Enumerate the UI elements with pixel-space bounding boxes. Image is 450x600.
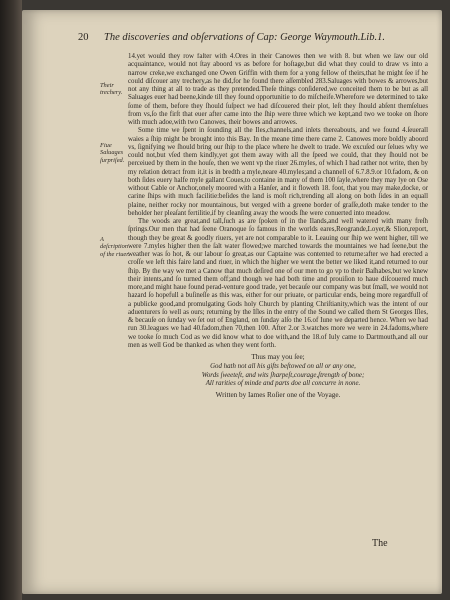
page-number: 20 (78, 32, 89, 43)
paragraph: The woods are great,and tall,ſuch as are ſpoken of in the Ilands,and well watered with many freſh ſprings.Our men that had ſeene Oranoque ſo famous in the worlds eares,Reogrande,Loyer,& Slion,report, though they be great & goodly riuers, yet are not comparable to it. Leauing our ſhip we went higher, till we were 7.myles higher then the ſalt water flowed;we marched towards the mountaines we had ſeene,but the weather was ſo hot, & our labour ſo great,as our Captaine was contented to returne:after we had erected a croſſe we left this faire land and riuer, in which the higher we went the better we liked it,and returned to our ſhip. By the way we met a Canow that much deſired one of our men to go vp to their Baſhabes,but we knew their intents,and ſo turned them off;and though we had both time and prouiſion to haue diſcouered much more,and might haue found perad-venture good trade, yet becauſe our company was but ſmall, we would not hazard ſo hopefull a buſineſſe as this was, either for our priuate, or particular ends, being more regardfull of a publicke good,and promulgating Gods holy Church by planting Chriſtianity,which was the intent of our aduenturers ſo well as ours; returning by the Iſles in the entry of the Sound we called them St Georges Iſles, & becauſe on ſunday we ſet out of England, on ſunday alſo the 16.of Iune we departed hence. When we had run 30.leagues we had 40.fadom,then 70,then 100. After 2.or 3.watches more we were in 24.fadoms,where we tooke ſo much Cod as we did know what to doe with,and the 18.of Iuly came to Dartmouth,and all our men as well God be thanked as when they went forth. (128, 218, 428, 349)
book-binding-edge (0, 0, 22, 600)
margin-note-saluages: Fiue Saluages ſurpriſed. (100, 142, 125, 164)
running-title: The discoveries and obſervations of Cap: George Waymouth.Lib.1. (104, 32, 385, 43)
margin-note-trechery: Their trechery. (100, 82, 123, 97)
paragraph: Some time we ſpent in ſounding all the Iles,channels,and inlets thereabouts, and we found 4.ſeuerall waies a ſhip might be brought into this Bay. In the meane time there came 2. Canowes more boldly aboord vs, ſignifying we ſhould bring our ſhip to the place where he dwelt to trade. We excuſed our ſelues why we could not,but vſed them kindly,yet got them away with all the ſpeed we could, that they ſhould not be perceiued by them in the houſe, then we went vp the riuer 26.myles, of which I had rather not write, then by my relation detract from it,it is in bredth a myle,neare 40.myles;and a channell of 6.7.8.9.or 10.fadom, & on both ſides euery halfe myle gallant Coues,to containe in many of them 100 ſayle,where they may lye on Ose without Cable or Anchor,onely moored with a Hanſer, and it floweth 18. foot, that you may make,docke, or carine ſhips with much facilitie:beſides the land is moſt rich,trending all along on both ſides in an equall plaine, neither rocky nor mountainous, but verged with a greene border of graſſe,doth make tender to the beholder her pleaſant fertilitie,if by cleanſing away the woods ſhe were conuerted into meadow. (128, 127, 428, 217)
page-body-text (128, 53, 428, 558)
paragraph: 14.yet would they row faſter with 4.Ores in their Canowes then we with 8. but when we ſaw our old acquaintance, would not ſtay aboord vs as before for hoſtage,but did what they could to draw vs into a narrow creke,we exchanged one Owen Griffin with them for a yong fellow of theirs,that he might ſee if he could diſcouer any trechery,as he did,for he found there aſſembled 283.Saluages with bowes & arrowes,but not any thing at all to trade as they pretended.Theſe things conſidered,we conceited them to be but as all Saluages euer had beene,kinde till they found opportunitie to do miſcheife.Wherefore we determined to take ſome of them, before they ſhould ſuſpect we had diſcouered their plot, leſt they ſhould abſent themſelues from vs,ſo the firſt that euer after came into the ſhip were three which we kept,and two we tooke on ſhore with much adoe,with two Canowes, their bowes and arrowes. (128, 53, 428, 126)
verse-intro: Thus may you ſee; (251, 353, 305, 361)
catchword: The (372, 538, 388, 549)
verse-line: God hath not all his gifts beſtowed on all or any one, (210, 363, 356, 371)
signature-line: Written by Iames Roſier one of the Voyage. (215, 391, 341, 399)
verse-line: Words ſweeteſt, and wits ſharpeſt,courage,ſtrength of bone; (201, 371, 365, 379)
margin-note-riuer: A deſcription of the riuer. (100, 236, 130, 258)
page-header (78, 32, 408, 46)
verse-line: All rarities of minde and parts doe all concurre in none. (205, 379, 361, 387)
